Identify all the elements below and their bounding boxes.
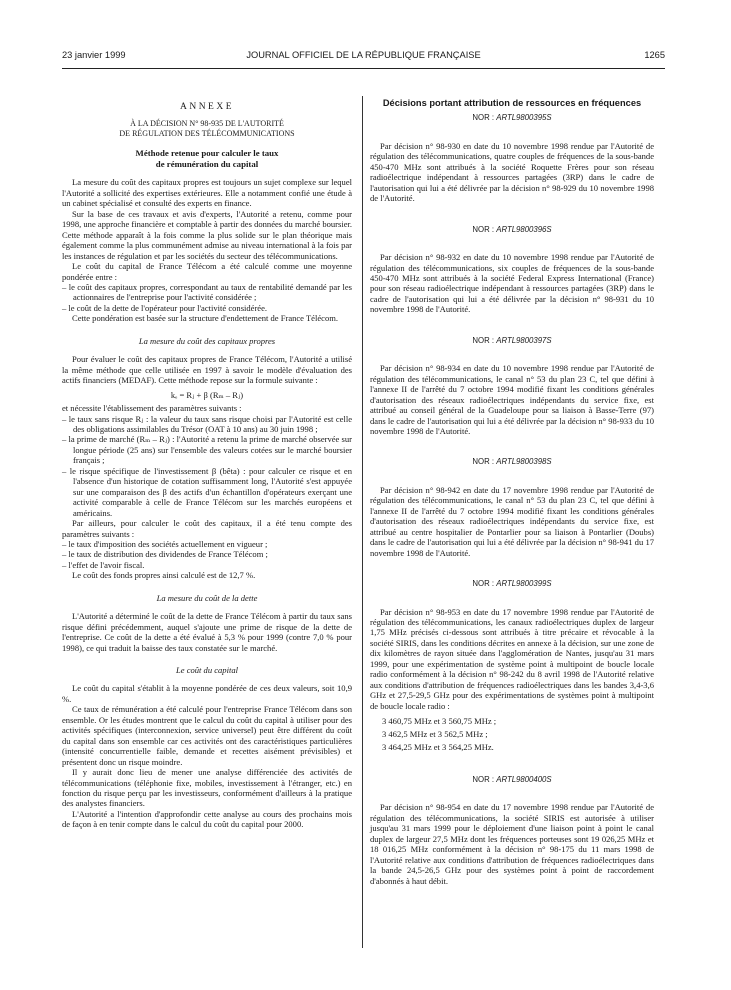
nor-code: ARTL9800400S xyxy=(496,775,552,785)
journal-title: JOURNAL OFFICIEL DE LA RÉPUBLIQUE FRANÇAISE xyxy=(246,50,481,60)
list-item: – le coût des capitaux propres, correspondant au taux de rentabilité demandé par les actionnaires de l'entreprise pour l'activité considérée ; xyxy=(62,281,352,303)
other-parameters-list xyxy=(62,539,352,570)
paragraph: Le coût des fonds propres ainsi calculé est de 12,7 %. xyxy=(72,570,256,581)
decision-paragraph: Par décision n° 98-930 en date du 10 novembre 1998 rendue par l'Autorité de régulation des télécommunications, quatre couples de fréquences de la sous-bande 450-470 MHz sont attribués à la société Roquette Frères pour son réseau radioélectrique indépendant à ressources partagées (3RP) dans le cadre de l'autorisation qui lui a été délivrée par la décision n° 98-929 du 10 novembre 1998 de l'Autorité. xyxy=(370,140,654,204)
page-header xyxy=(62,50,665,66)
paragraph: Par ailleurs, pour calculer le coût des capitaux, il a été tenu compte des paramètres suivants : xyxy=(62,518,352,539)
paragraph: L'Autorité a déterminé le coût de la dette de France Télécom à partir du taux sans risque défini précédemment, auquel s'ajoute une prime de risque de la dette de l'entreprise. Ce coût de la dette a été évalué à 5,3 % pour 1999 (contre 7,0 % pour 1998), ce qui traduit la baisse des taux constatée sur le marché. xyxy=(62,611,352,653)
nor-label: NOR : xyxy=(472,113,495,123)
paragraph: Le coût du capital s'établit à la moyenne pondérée de ces deux valeurs, soit 10,9 %. xyxy=(62,683,352,704)
nor-reference xyxy=(370,113,654,123)
decision-paragraph: Par décision n° 98-953 en date du 17 novembre 1998 rendue par l'Autorité de régulation des télécommunications, les canaux radioélectriques duplex de largeur 1,75 MHz précisés ci-dessous sont attribués à titre précaire et révocable à la société SIRIS, dans les conditions décrites en annexe à la décision, sur une zone de dix kilomètres de rayon située dans l'agglomération de Nantes, jusqu'au 31 mars 1999, pour une expérimentation de système point à multipoint de boucle locale radio conformément à la décision n° 98-242 du 8 avril 1998 de l'Autorité relative aux conditions d'attribution de fréquences radioélectriques dans les bandes 3,4-3,6 GHz et 27,5-29,5 GHz pour des expérimentations de systèmes point à multipoint de boucle locale radio : xyxy=(370,606,654,711)
frequency-item: 3 460,75 MHz et 3 560,75 MHz ; xyxy=(382,716,497,727)
nor-reference xyxy=(370,225,654,235)
nor-label: NOR : xyxy=(472,457,495,467)
list-item: – la prime de marché (Rₘ – Rⱼ) : l'Autorité a retenu la prime de marché observée sur longue période (25 ans) sur l'ensemble des valeurs cotées sur le marché boursier français ; xyxy=(62,434,352,466)
annexe-decision-line-2: DE RÉGULATION DES TÉLÉCOMMUNICATIONS xyxy=(119,129,295,139)
method-title-line-1: Méthode retenue pour calculer le taux xyxy=(135,148,279,159)
nor-code: ARTL9800399S xyxy=(496,579,552,589)
decision-paragraph: Par décision n° 98-934 en date du 10 novembre 1998 rendue par l'Autorité de régulation des télécommunications, le canal n° 53 du plan 23 C, tel que défini à l'annexe II de l'arrêté du 7 octobre 1994 modifié fixant les conditions générales d'autorisation des réseaux radioélectriques indépendants du service fixe, est attribué au conseil général de la Guadeloupe pour sa liaison à Basse-Terre (97) dans le cadre de l'autorisation qui lui a été délivrée par la décision n° 98-933 du 10 novembre 1998 de l'Autorité. xyxy=(370,363,654,436)
nor-code: ARTL9800396S xyxy=(496,224,552,234)
nor-code: ARTL9800397S xyxy=(496,335,552,345)
header-rule xyxy=(62,68,665,69)
paragraph: L'Autorité a l'intention d'approfondir cette analyse au cours des prochains mois de façon à en tenir compte dans le calcul du coût du capital pour 2000. xyxy=(62,808,352,830)
medaf-formula: kₑ = Rⱼ + β (Rₘ – Rⱼ) xyxy=(170,389,244,400)
left-column xyxy=(62,100,352,830)
nor-reference xyxy=(370,457,654,467)
frequency-item: 3 464,25 MHz et 3 564,25 MHz. xyxy=(382,742,494,753)
list-item: – le taux de distribution des dividendes de France Télécom ; xyxy=(62,549,268,560)
section-heading-capital: Le coût du capital xyxy=(176,665,238,676)
section-title: Décisions portant attribution de ressources en fréquences xyxy=(382,98,642,108)
nor-reference xyxy=(370,336,654,346)
paragraph: Il y aurait donc lieu de mener une analyse différenciée des activités de télécommunications (téléphonie fixe, mobiles, investissement à l'étranger, etc.) en fonction du risque perçu par les investisseurs, conformément d'ailleurs à la pratique des analystes financiers. xyxy=(62,767,352,809)
right-column xyxy=(370,100,654,886)
nor-label: NOR : xyxy=(472,579,495,589)
paragraph: Pour évaluer le coût des capitaux propres de France Télécom, l'Autorité a utilisé la même méthode que celle utilisée en 1997 à savoir le modèle d'évaluation des actifs financiers (MEDAF). Cette méthode repose sur la formule suivante : xyxy=(62,354,352,386)
paragraph: Le coût du capital de France Télécom a été calculé comme une moyenne pondérée entre : xyxy=(62,261,352,282)
method-title xyxy=(62,148,352,169)
nor-code: ARTL9800395S xyxy=(496,113,552,123)
list-item: – le taux sans risque Rⱼ : la valeur du taux sans risque choisi par l'Autorité est celle des obligations assimilables du Trésor (OAT à 10 ans) au 30 juin 1998 ; xyxy=(62,413,352,434)
paragraph: Ce taux de rémunération a été calculé pour l'entreprise France Télécom dans son ensemble. Or les études montrent que le calcul du coût du capital à utiliser pour des activités spécifiques (interconnexion, service universel) peut être différent du coût du capital dans son ensemble car ces activités ont des caractéristiques particulières (intensité concurrentielle faible, demande et recettes aisément prévisibles) et présentent donc un risque moindre. xyxy=(62,704,352,767)
frequency-item: 3 462,5 MHz et 3 562,5 MHz ; xyxy=(382,729,488,740)
list-item: – le coût de la dette de l'opérateur pour l'activité considérée. xyxy=(62,302,268,313)
decision-paragraph: Par décision n° 98-954 en date du 17 novembre 1998 rendue par l'Autorité de régulation des télécommunications, la société SIRIS est autorisée à utiliser jusqu'au 31 mars 1999 pour le déploiement d'une liaison point à point le canal duplex de largeur 27,5 MHz dont les fréquences porteuses sont 19 026,25 MHz et 18 016,25 MHz conformément à la décision n° 98-175 du 11 mars 1998 de l'Autorité relative aux conditions d'attribution de fréquences radioélectriques dans la bande 24,5-26,5 GHz pour des systèmes point à point de raccordement d'abonnés à haut débit. xyxy=(370,802,654,886)
page-number: 1265 xyxy=(644,50,665,60)
nor-label: NOR : xyxy=(472,224,495,234)
list-item: – l'effet de l'avoir fiscal. xyxy=(62,559,145,570)
paragraph: Cette pondération est basée sur la structure d'endettement de France Télécom. xyxy=(72,313,338,324)
decision-paragraph: Par décision n° 98-942 en date du 17 novembre 1998 rendue par l'Autorité de régulation des télécommunications, le canal n° 53 du plan 23 C, tel que défini à l'annexe II de l'arrêté du 7 octobre 1994 modifié fixant les conditions générales d'autorisation des réseaux radioélectriques indépendants du service fixe, est attribué au centre hospitalier de Pontarlier pour sa liaison à Pontarlier (Doubs) dans le cadre de l'autorisation qui lui a été délivrée par la décision n° 98-941 du 17 novembre 1998 de l'Autorité. xyxy=(370,484,654,558)
decision-paragraph: Par décision n° 98-932 en date du 10 novembre 1998 rendue par l'Autorité de régulation des télécommunications, six couples de fréquences de la sous-bande 450-470 MHz sont attribués à la société Federal Express International (France) pour son réseau radioélectrique indépendant à ressources partagées (3RP) dans le cadre de l'autorisation qui lui a été délivrée par la décision n° 98-931 du 10 novembre 1998 de l'Autorité. xyxy=(370,252,654,315)
nor-label: NOR : xyxy=(472,775,495,785)
frequency-list xyxy=(370,715,654,754)
nor-code: ARTL9800398S xyxy=(496,457,552,467)
list-item: – le risque spécifique de l'investissement β (bêta) : pour calculer ce risque et en l'absence d'un historique de cotation suffisamment long, l'Autorité s'est appuyée sur une comparaison des β des actifs d'un échantillon d'opérateurs exerçant une activité comparable à celle de France Télécom sur les marchés européens et américains. xyxy=(62,465,352,518)
paragraph: La mesure du coût des capitaux propres est toujours un sujet complexe sur lequel l'Autorité a sollicité des expertises extérieures. Elle a notamment confié une étude à un cabinet spécialisé et consulté des experts en finance. xyxy=(62,177,352,209)
cost-components-list xyxy=(62,282,352,313)
annexe-decision-line-1: À LA DÉCISION N° 98-935 DE L'AUTORITÉ xyxy=(130,119,284,129)
paragraph: et nécessite l'établissement des paramètres suivants : xyxy=(62,403,242,414)
method-title-line-2: de rémunération du capital xyxy=(155,158,259,169)
issue-date: 23 janvier 1999 xyxy=(62,50,126,60)
nor-label: NOR : xyxy=(472,335,495,345)
section-heading-equity: La mesure du coût des capitaux propres xyxy=(138,335,276,346)
annexe-heading: ANNEXE xyxy=(179,102,235,112)
nor-reference xyxy=(370,775,654,785)
paragraph: Sur la base de ces travaux et avis d'experts, l'Autorité a retenu, comme pour 1998, une approche financière et comptable à partir des données du marché boursier. Cette méthode apparaît à la fois comme la plus solide sur le plan théorique mais également comme la plus communément admise au niveau international à la fois par les instances de régulation et par les sociétés du secteur des télécommunications. xyxy=(62,208,352,261)
column-divider xyxy=(362,96,363,948)
section-heading-debt: La mesure du coût de la dette xyxy=(156,592,258,603)
parameters-list xyxy=(62,414,352,519)
list-item: – le taux d'imposition des sociétés actuellement en vigueur ; xyxy=(62,538,268,549)
nor-reference xyxy=(370,579,654,589)
